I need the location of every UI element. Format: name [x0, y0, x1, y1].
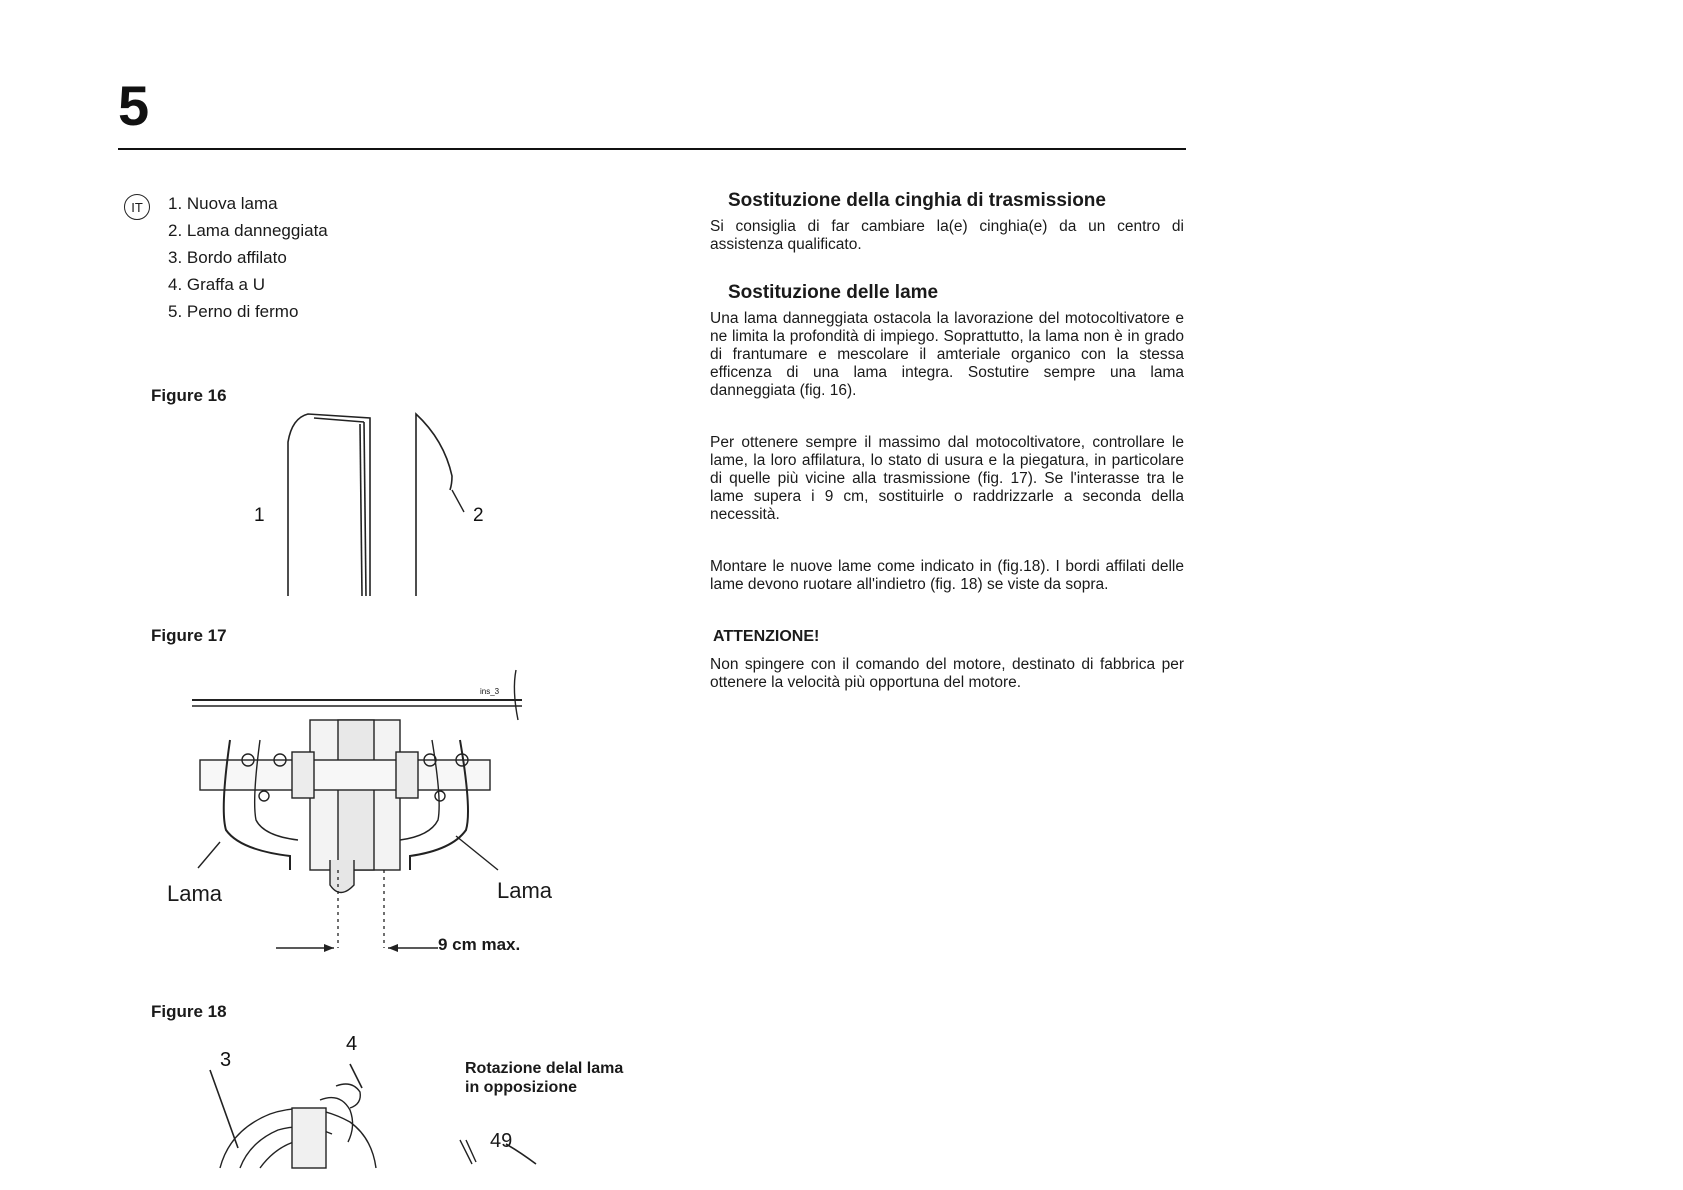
- blades-section-title: Sostituzione delle lame: [728, 282, 939, 303]
- blades-paragraph-3: Montare le nuove lame come indicato in (fig.18). I bordi affilati delle lame devono ruotare all'indietro (fig. 18) se viste da sopra.: [710, 558, 1184, 593]
- legend-item: 5. Perno di fermo: [168, 302, 299, 321]
- blades-paragraph-1: Una lama danneggiata ostacola la lavorazione del motocoltivatore e ne limita la profondità di impiego. Soprattutto, la lama non è in grado di frantumare e mescolare il amteriale organico con la stessa efficenza di una lama integra. Sostutire sempre una lama danneggiata (fig. 16).: [710, 310, 1184, 399]
- new-blade-outline: [288, 414, 370, 596]
- parts-legend: [168, 190, 328, 325]
- warning-text: Non spingere con il comando del motore, destinato di fabbrica per ottenere la velocità più opportuna del motore.: [710, 656, 1184, 691]
- callout-4: 4: [346, 1033, 358, 1055]
- max-distance-label: 9 cm max.: [438, 935, 521, 954]
- rotation-caption-line-1: Rotazione delal lama: [465, 1060, 624, 1077]
- legend-item: 1. Nuova lama: [168, 194, 278, 213]
- legend-item: 4. Graffa a U: [168, 275, 266, 294]
- rotation-caption-line-2: in opposizione: [465, 1079, 577, 1096]
- figure-16-blades-drawing: [230, 400, 500, 600]
- damaged-blade-outline: [416, 414, 452, 596]
- belt-section-text: Si consiglia di far cambiare la(e) cinghia(e) da un centro di assistenza qualificato.: [710, 218, 1184, 253]
- page-number: 49: [490, 1130, 513, 1152]
- rotation-caption: [465, 1059, 623, 1097]
- lama-left-label: Lama: [167, 881, 223, 906]
- lama-right-label: Lama: [497, 878, 553, 903]
- figure-17-label: Figure 17: [151, 626, 227, 645]
- warning-title: ATTENZIONE!: [713, 628, 820, 645]
- figure-17-tag: ins_3: [480, 687, 500, 696]
- legend-item: 3. Bordo affilato: [168, 248, 287, 267]
- figure-17-tiller-drawing: [160, 660, 580, 960]
- belt-section-title: Sostituzione della cinghia di trasmissione: [728, 190, 1106, 211]
- header-rule: [118, 148, 1186, 150]
- language-badge: IT: [124, 194, 150, 220]
- figure-18-label: Figure 18: [151, 1002, 227, 1021]
- callout-3: 3: [220, 1049, 232, 1071]
- legend-item: 2. Lama danneggiata: [168, 221, 328, 240]
- figure-18-blade-rotation-drawing: [200, 1030, 400, 1170]
- blades-paragraph-2: Per ottenere sempre il massimo dal motocoltivatore, controllare le lame, la loro affilatura, lo stato di usura e la piegatura, in particolare di quelle più vicine alla trasmissione (fig. 17). Se l'interasse tra le lame supera i 9 cm, sostituirle o raddrizzarle a seconda della necessità.: [710, 434, 1184, 523]
- callout-2: 2: [473, 505, 484, 526]
- figure-16-label: Figure 16: [151, 386, 227, 405]
- callout-1: 1: [254, 505, 265, 526]
- chapter-number: 5: [118, 74, 150, 137]
